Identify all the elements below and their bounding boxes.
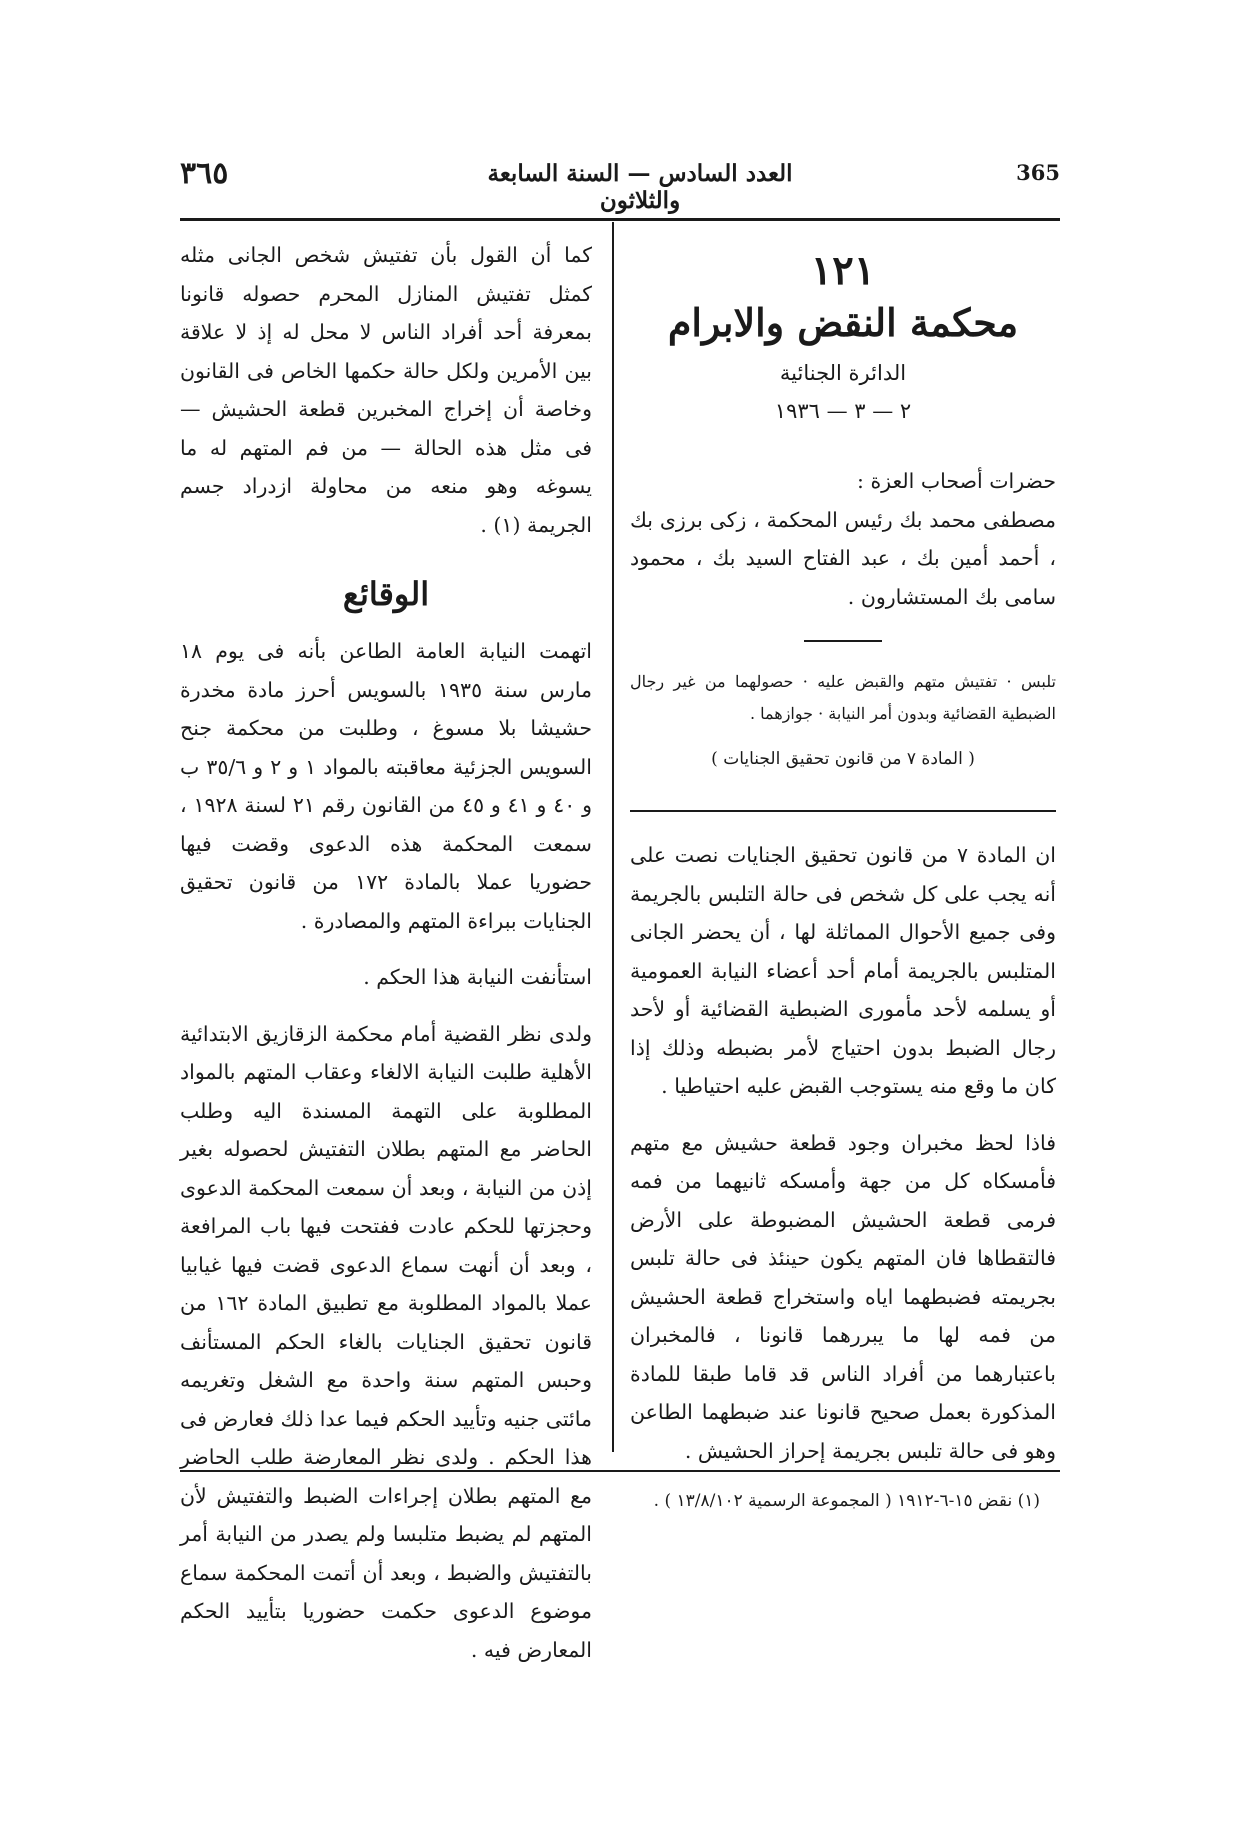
header-rule bbox=[180, 218, 1060, 221]
presence-intro: حضرات أصحاب العزة : bbox=[857, 469, 1056, 493]
left-column bbox=[180, 236, 592, 1669]
section-rule bbox=[804, 640, 882, 642]
judges-list: مصطفى محمد بك رئيس المحكمة ، زكى برزى بك ، أحمد أمين بك ، عبد الفتاح السيد بك ، محمود سامى بك المستشارون . bbox=[630, 507, 1056, 609]
footnote-rule bbox=[180, 1470, 1060, 1472]
statute-reference: ( المادة ٧ من قانون تحقيق الجنايات ) bbox=[711, 749, 975, 769]
principle-paragraph-3: كما أن القول بأن تفتيش شخص الجانى مثله كمثل تفتيش المنازل المحرم حصوله قانونا بمعرفة أحد أفراد الناس لا محل له إذ لا علاقة بين الأمرين ولكل حالة حكمها الخاص فى القانون وخاصة أن إخراج المخبرين قطعة الحشيش — فى مثل هذه الحالة — من فم المتهم له ما يسوغه وهو منعه من محاولة ازدراد جسم الجريمة (١) . bbox=[180, 243, 592, 537]
column-divider bbox=[612, 222, 614, 1452]
facts-paragraph-3: ولدى نظر القضية أمام محكمة الزقازيق الابتدائية الأهلية طلبت النيابة الالغاء وعقاب المتهم بالمواد المطلوبة على التهمة المسندة اليه وطلب الحاضر مع المتهم بطلان التفتيش لحصوله بغير إذن من النيابة ، وبعد أن سمعت المحكمة الدعوى وحجزتها للحكم عادت ففتحت فيها باب المرافعة ، وبعد أن أنهت سماع الدعوى قضت فيها غيابيا عملا بالمواد المطلوبة مع تطبيق المادة ١٦٢ من قانون تحقيق الجنايات بالغاء الحكم المستأنف وحبس المتهم سنة واحدة مع الشغل وتغريمه مائتى جنيه وتأييد الحكم فيما عدا ذلك فعارض فى هذا الحكم . ولدى نظر المعارضة طلب الحاضر مع المتهم بطلان إجراءات الضبط والتفتيش لأن المتهم لم يضبط متلبسا ولم يصدر من النيابة أمر بالتفتيش والضبط ، وبعد أن أتمت المحكمة سماع موضوع الدعوى حكمت حضوريا بتأييد الحكم المعارض فيه . bbox=[180, 1021, 592, 1662]
judgment-date: ٢ — ٣ — ١٩٣٦ bbox=[774, 399, 912, 423]
page-number-latin: 365 bbox=[1016, 160, 1060, 185]
circuit-name: الدائرة الجنائية bbox=[779, 361, 907, 385]
facts-heading: الوقائع bbox=[342, 575, 430, 613]
principle-paragraph-2: فاذا لحظ مخبران وجود قطعة حشيش مع متهم فأمسكاه كل من جهة وأمسكه ثانيهما من فمه فرمى قطعة الحشيش المضبوطة على الأرض فالتقطاها فان المتهم يكون حينئذ فى حالة تلبس بجريمته فضبطهما اياه واستخراج قطعة الحشيش من فمه لها ما يبررهما قانونا ، فالمخبران باعتبارهما من أفراد الناس قد قاما طبقا للمادة المذكورة بعمل صحيح قانونا عند ضبطهما الطاعن وهو فى حالة تلبس بجريمة إحراز الحشيش . bbox=[630, 1130, 1056, 1463]
principle-paragraph-1: ان المادة ٧ من قانون تحقيق الجنايات نصت على أنه يجب على كل شخص فى حالة التلبس بالجريمة وفى جميع الأحوال المماثلة لها ، أن يحضر الجانى المتلبس بالجريمة أمام أحد أعضاء النيابة العمومية أو يسلمه لأحد مأمورى الضبطية القضائية أو لأحد رجال الضبط بدون احتياج لأمر بضبطه وذلك إذا كان ما وقع منه يستوجب القبض عليه احتياطيا . bbox=[630, 843, 1056, 1098]
page-header bbox=[180, 152, 1060, 214]
header-title: العدد السادس — السنة السابعة والثلاثون bbox=[487, 160, 793, 214]
case-number: ١٢١ bbox=[810, 247, 876, 294]
headnote: تلبس · تفتيش متهم والقبض عليه · حصولهما من غير رجال الضبطية القضائية وبدون أمر النيابة · جوازهما . bbox=[630, 672, 1056, 723]
footnote: (١) نقض ١٥-٦-١٩١٢ ( المجموعة الرسمية ١٣/٨/١٠٢ ) . bbox=[653, 1491, 1040, 1511]
facts-paragraph-2: استأنفت النيابة هذا الحكم . bbox=[363, 965, 592, 989]
right-column bbox=[630, 246, 1056, 1470]
court-name: محكمة النقض والابرام bbox=[667, 300, 1019, 345]
page-number-arabic: ٣٦٥ bbox=[180, 156, 229, 191]
facts-paragraph-1: اتهمت النيابة العامة الطاعن بأنه فى يوم ١٨ مارس سنة ١٩٣٥ بالسويس أحرز مادة مخدرة حشيشا بلا مسوغ ، وطلبت من محكمة جنح السويس الجزئية معاقبته بالمواد ١ و ٢ و ٣٥/٦ ب و ٤٠ و ٤١ و ٤٥ من القانون رقم ٢١ لسنة ١٩٢٨ ، سمعت المحكمة هذه الدعوى وقضت فيها حضوريا عملا بالمادة ١٧٢ من قانون تحقيق الجنايات ببراءة المتهم والمصادرة . bbox=[180, 639, 593, 933]
principle-rule bbox=[630, 810, 1056, 812]
